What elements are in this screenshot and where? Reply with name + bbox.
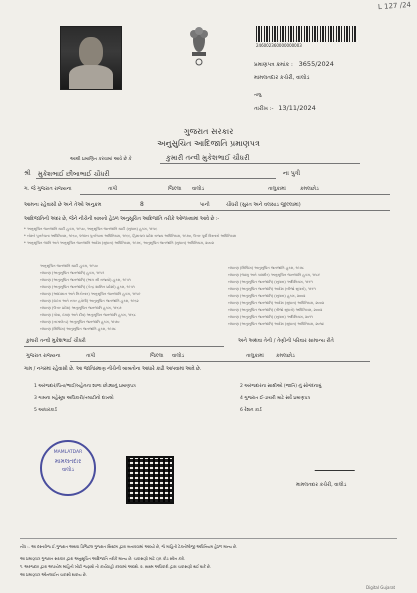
- stamp-line: મામલતદાર: [54, 458, 82, 465]
- photo-body: [69, 65, 113, 89]
- tribe-line: આદિજાતિની અંદર છે, જેને નીચેની બાબતો હેઠળ અનુસૂચિત આદિજાતિ તરીકે ઓળખવામાં આવે છે :-: [24, 217, 220, 222]
- district-value: તાપી: [108, 186, 118, 192]
- footer-note: નોંધ :- આ દસ્તાવેજ ઈ-ગુજરાત અથવા ડિજિટલ ગુજરાત સિસ્ટમ દ્વારા બનાવવામાં આવ્યો છે, જે માહિતી ટેકનોલોજી અધિનિયમ હેઠળ માન્ય છે.: [20, 544, 238, 549]
- residence-prefix: ગુજરાત રાજ્યના: [26, 353, 61, 359]
- order-item: બંધારણ (અનુસૂચિત જનજાતિ) આદેશ (સુધારા) અધિનિયમ, ૨૦૦૨: [228, 301, 324, 305]
- residence-district-label: જિલ્લા: [150, 353, 164, 359]
- residence-taluka-label: તાલુકામાં: [246, 353, 264, 359]
- underline: [160, 163, 360, 164]
- taluka-value: વાલોડ: [192, 186, 205, 192]
- barcode-icon: [256, 26, 356, 42]
- order-item: બંધારણ (અનુસૂચિત જનજાતિ) હુકમ, ૧૯૫૧: [40, 271, 105, 275]
- cert-number: 3655/2024: [298, 60, 334, 68]
- bottom-name: કુમારી તન્વી મુકેશભાઈ ચૌધરી: [26, 338, 86, 344]
- officer-signature: [315, 452, 362, 471]
- order-item: બંધારણ (સિક્કિમ) અનુસૂચિત જનજાતિ હુકમ, ૧૯૭૮: [228, 266, 304, 270]
- gov-title: ગુજરાત સરકાર: [183, 127, 234, 136]
- order-item: બંધારણ (દાદરા અને નગર હવેલી) અનુસૂચિત જનજાતિ હુકમ, ૧૯૬૨: [40, 299, 139, 303]
- order-item: બંધારણ (સિક્કિમ) અનુસૂચિત જનજાતિ હુકમ, ૧૯૭૮: [40, 327, 116, 331]
- law-line: * અનુસૂચિત જાતિ અને અનુસૂચિત જનજાતિ આદેશ (સુધારા) અધિનિયમ, ૧૯૭૬, અનુસૂચિત જનજાતિ (સુધારા) અધિનિયમ, ૨૦૦૨: [24, 241, 214, 245]
- order-item: બંધારણ (અનુસૂચિત જનજાતિ) આદેશ (સુધારા) અધિનિયમ, ૨૦૧૪: [228, 322, 324, 326]
- photo-face: [79, 37, 103, 67]
- underline: [36, 178, 276, 179]
- footer-note: આ પ્રમાણપત્ર ઓનલાઈન ચકાસી શકાય છે.: [20, 572, 87, 577]
- law-line: * બોમ્બે પુનર્રચના અધિનિયમ, ૧૯૬૦, પંજાબ પુનર્રચના અધિનિયમ, ૧૯૬૬, હિમાચલ પ્રદેશ રાજ્ય અધિનિયમ, ૧૯૭૦, ઉત્તર પૂર્વી વિસ્તારો અધિનિયમ: [24, 234, 237, 238]
- taluka-word: તાલુકામાં: [268, 186, 286, 192]
- footer-divider: [20, 538, 397, 539]
- issue-date: 13/11/2024: [278, 104, 316, 112]
- stamp-line: MAMLATDAR: [53, 450, 83, 455]
- purpose-line: ગામ / નગરમાં રહેવાસી છે. આ જાતિપ્રમાણ નીચેની બાબતોના આધારે કાઢી આપવામાં આવે છે.: [24, 367, 202, 372]
- applicant-name: કુમારી તન્વી મુકેશભાઈ ચૌધરી: [166, 154, 250, 162]
- residence-district: તાપી: [86, 353, 96, 359]
- schedule-mid: પાની: [200, 202, 210, 208]
- barcode-number: 246002360000000003: [256, 43, 302, 48]
- schedule-row-label: આમના રહેવાસી છે અને તેઓ અનુક્રમ: [24, 202, 102, 208]
- parent-prefix: શ્રી: [24, 170, 31, 177]
- document-item: 4 ગુજરાત ઈ-ડાયરી માટે સર્વે પ્રમાણપત્ર: [240, 396, 311, 401]
- cert-number-row: [254, 60, 334, 69]
- footer-brand: Digital Gujarat: [366, 585, 396, 590]
- order-item: બંધારણ (અનુસૂચિત જનજાતિ) (સુધારા) હુકમ, ૨૦૦૨: [228, 294, 306, 298]
- order-item: બંધારણ (અનુસૂચિત જનજાતિ) (ત્રીજો સુધારો) અધિનિયમ, ૨૦૦૨: [228, 308, 323, 312]
- national-emblem-icon: [184, 22, 214, 70]
- order-item: બંધારણ (અનુસૂચિત જનજાતિ) (સુધારા) અધિનિયમ, ૧૯૯૧: [228, 280, 313, 284]
- order-item: અનુસૂચિત જનજાતિ યાદી હુકમ, ૧૯૫૦: [40, 264, 98, 268]
- mamlatdar-stamp: [40, 440, 96, 496]
- footer-note: ૧. અરજદાર દ્વારા અપાયેલ માહિતી ખોટી જણાશે તો કાર્યવાહી કરવામાં આવશે. ૨. સક્ષમ અધિકારી દ્વારા ચકાસણી થઈ શકે છે.: [20, 564, 212, 569]
- order-item: બંધારણ (ગોવા, દમણ અને દીવ) અનુસૂચિત જનજાતિ હુકમ, ૧૯૬૮: [40, 313, 136, 317]
- parent-name: મુકેશભાઈ છીબાભાઈ ચૌધરી: [38, 170, 110, 178]
- taluka-place: કમલછોડ: [300, 186, 319, 192]
- order-item: બંધારણ (ઉત્તર પ્રદેશ) અનુસૂચિત જનજાતિ હુકમ, ૧૯૬૭: [40, 306, 122, 310]
- applicant-photo: [60, 26, 122, 90]
- header-office: મામલતદાર કચેરી, વાલોડ: [254, 75, 310, 81]
- document-item: 1 અરજદાર/પિતા/ભાઈ/બહેનના શાળા છોડ્યાનું પ્રમાણપત્ર: [34, 384, 136, 389]
- footer-note: આ પ્રમાણપત્ર ગુજરાત સરકાર દ્વારા અનુસૂચિત આદિજાતિ તરીકે માન્ય છે. ચકાસણી માટે QR કોડ સ્કેન કરો.: [20, 556, 186, 561]
- date-row: [254, 104, 316, 113]
- relation: ના પુત્રી: [283, 170, 301, 177]
- schedule-number: 8: [140, 201, 144, 208]
- signature-office: મામલતદાર કચેરી, વાલોડ: [296, 482, 347, 488]
- underline: [24, 346, 224, 347]
- document-item: 5 આધારકાર્ડ: [34, 408, 57, 413]
- district-label: જિલ્લા: [168, 186, 182, 192]
- certify-prefix: આથી પ્રમાણિત કરવામાં આવે છે કે: [70, 157, 132, 162]
- order-item: બંધારણ (અનુસૂચિત જનજાતિ) (સુધારા) અધિનિયમ, ૨૦૧૧: [228, 315, 313, 319]
- cert-number-label: પ્રમાણપત્ર ક્રમાંક :: [254, 62, 293, 68]
- order-item: બંધારણ (અનુસૂચિત જનજાતિ) (કેન્દ્ર શાસિત પ્રદેશો) હુકમ, ૧૯૫૧: [40, 285, 135, 289]
- law-line: * અનુસૂચિત જનજાતિ યાદી હુકમ, ૧૯૫૦, અનુસૂચિત જનજાતિ યાદી (સુધારા) હુકમ, ૧૯૫૬: [24, 227, 158, 231]
- tribe-name: ચૌધરી (સુરત અને વલસાડ જીલ્લામાં): [226, 202, 301, 208]
- header-taluka-label: તાલુ: [254, 93, 262, 98]
- state-row-label: ગ. જે ગુજરાત રાજ્યના: [24, 186, 72, 192]
- document-item: 2 અરજદારના સાક્ષીઓ (જાતિ) નું સોગંદનામું: [240, 384, 322, 389]
- order-item: બંધારણ (અનુસૂચિત જનજાતિ) આદેશ (બીજો સુધારો), ૧૯૯૧: [228, 287, 316, 291]
- stamp-line: વાલોડ: [61, 467, 75, 473]
- qr-code-icon: [126, 456, 174, 504]
- document-item: 3 ગામના મહેસૂલ અધિકારી/તલાટીનો દાખલો: [34, 396, 114, 401]
- cert-title: અનુસુચિત આદિજાતિ પ્રમાણપત્ર: [157, 139, 260, 148]
- order-item: બંધારણ (આંદામાન અને નિકોબાર) અનુસૂચિત જનજાતિ હુકમ, ૧૯૫૯: [40, 292, 141, 296]
- residence-place: કમલછોડ: [276, 353, 295, 359]
- bottom-name-tail: અને અથવા તેની / તેણીની પરિવાર સામાન્ય રીતે: [238, 338, 334, 344]
- underline: [70, 361, 370, 362]
- underline: [120, 210, 390, 211]
- order-item: બંધારણ (અનુસૂચિત જનજાતિ) (ભાગ સી રાજ્યો) હુકમ, ૧૯૫૧: [40, 278, 131, 282]
- date-label: તારીખ :-: [254, 106, 274, 112]
- order-item: બંધારણ (જમ્મુ અને કાશ્મીર) અનુસૂચિત જનજાતિ હુકમ, ૧૯૮૯: [228, 273, 321, 277]
- corner-note: L 127 /24: [377, 0, 412, 12]
- residence-taluka: વાલોડ: [172, 353, 185, 359]
- order-item: બંધારણ (નાગાલેન્ડ) અનુસૂચિત જનજાતિ હુકમ, ૧૯૭૦: [40, 320, 120, 324]
- document-item: 6 રેશન કાર્ડ: [240, 408, 262, 413]
- underline: [80, 194, 390, 195]
